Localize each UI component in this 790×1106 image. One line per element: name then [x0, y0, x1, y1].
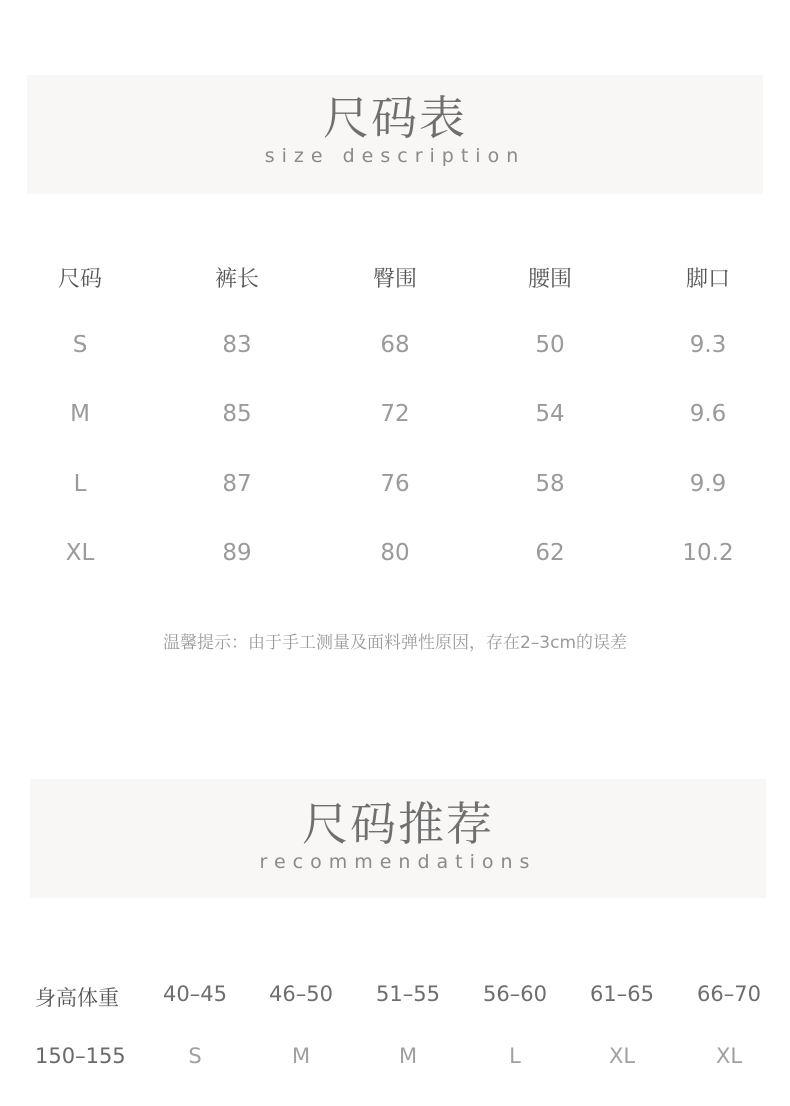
table-row: [0, 1044, 790, 1106]
recommendations-table: [0, 982, 790, 1106]
recommendations-header: [0, 982, 790, 1044]
waist-value: 58: [535, 470, 565, 497]
header-hem: 脚口: [685, 267, 730, 292]
height-range: 150–155: [35, 1044, 126, 1068]
size-label: S: [72, 331, 88, 358]
hem-value: 9.9: [689, 470, 727, 497]
recommended-size: M: [291, 1044, 311, 1068]
hip-value: 72: [380, 401, 410, 427]
size-chart-banner: [27, 75, 763, 194]
waist-value: 62: [535, 540, 565, 566]
recommendations-banner: [30, 779, 766, 898]
pants-length-value: 85: [222, 401, 252, 427]
header-waist: 腰围: [527, 267, 572, 292]
recommended-size: XL: [608, 1044, 636, 1068]
hem-value: 10.2: [682, 540, 734, 566]
hip-value: 80: [380, 540, 410, 566]
recommended-size: S: [188, 1044, 202, 1068]
waist-value: 50: [535, 331, 565, 358]
header-weight-range: 66–70: [697, 982, 761, 1006]
header-height-weight: 身高体重: [35, 986, 119, 1010]
size-label: XL: [65, 540, 95, 566]
hem-value: 9.3: [689, 331, 727, 358]
header-weight-range: 51–55: [376, 982, 440, 1006]
size-label: M: [70, 401, 90, 427]
pants-length-value: 89: [222, 540, 252, 566]
recommendations-subtitle: recommendations: [259, 851, 537, 873]
size-chart-title: 尺码表: [323, 91, 467, 145]
header-hip: 臀围: [372, 267, 417, 292]
recommendations-title: 尺码推荐: [302, 797, 494, 851]
header-pants-length: 裤长: [214, 267, 259, 292]
pants-length-value: 87: [222, 470, 252, 497]
header-weight-range: 46–50: [269, 982, 333, 1006]
recommended-size: M: [398, 1044, 418, 1068]
header-weight-range: 56–60: [483, 982, 547, 1006]
table-row: [0, 401, 790, 471]
size-chart-subtitle: size description: [264, 145, 526, 167]
size-table: [0, 262, 790, 610]
waist-value: 54: [535, 401, 565, 427]
table-row: [0, 332, 790, 402]
table-row: [0, 471, 790, 541]
header-weight-range: 61–65: [590, 982, 654, 1006]
recommended-size: XL: [715, 1044, 743, 1068]
hem-value: 9.6: [689, 401, 727, 427]
size-label: L: [73, 470, 87, 497]
hip-value: 76: [380, 470, 410, 497]
size-table-header: [0, 262, 790, 332]
header-weight-range: 40–45: [163, 982, 227, 1006]
table-row: [0, 540, 790, 610]
header-size: 尺码: [57, 267, 102, 292]
recommended-size: L: [509, 1044, 521, 1068]
measurement-tip: 温馨提示：由于手工测量及面料弹性原因，存在2–3cm的误差: [162, 633, 628, 653]
hip-value: 68: [380, 331, 410, 358]
pants-length-value: 83: [222, 331, 252, 358]
